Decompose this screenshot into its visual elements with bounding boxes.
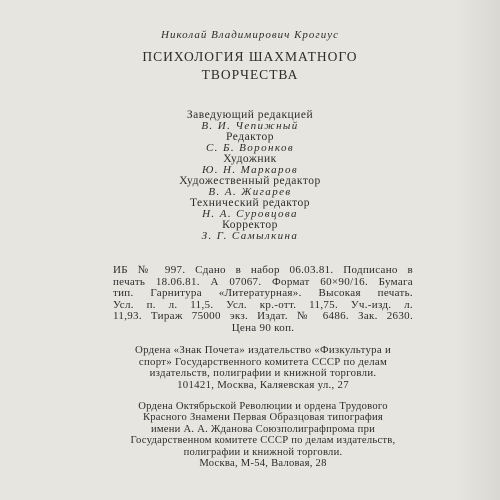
title-line-2: ТВОРЧЕСТВА: [201, 67, 299, 82]
page-edge-shadow: [455, 0, 500, 500]
printer-address: Москва, М-54, Валовая, 28: [199, 458, 327, 470]
publisher-line: Ордена «Знак Почета» издательство «Физкультура и: [134, 344, 392, 356]
publisher-address: 101421, Москва, Каляевская ул., 27: [177, 378, 349, 391]
credit-artist: [0, 154, 500, 176]
credit-editor: [0, 132, 500, 154]
credit-name: Ю. Н. Маркаров: [201, 164, 299, 176]
publisher-line: спорт» Государственного комитета СССР по делам: [138, 355, 388, 368]
printer-line: имени А. А. Жданова Союзполиграфпрома при: [150, 423, 376, 435]
printer-line: Красного Знамени Первая Образцовая типография: [142, 412, 384, 424]
imprint-line: 11,93. Тираж 75000 экз. Издат. № 6486. Зак. 2630.: [113, 310, 413, 323]
price: Цена 90 коп.: [231, 321, 295, 334]
credit-art-editor: [0, 176, 500, 198]
printer-line: Ордена Октябрьской Революции и ордена Трудового: [138, 401, 388, 412]
credit-proofreader: [0, 220, 500, 242]
title-line-1: ПСИХОЛОГИЯ ШАХМАТНОГО: [142, 49, 358, 64]
credit-role: Художественный редактор: [179, 175, 321, 187]
credit-name: В. А. Жигарев: [208, 186, 292, 198]
credit-role: Художник: [223, 153, 277, 165]
imprint-line: печать 18.06.81. А 07067. Формат 60×90/16. Бумага: [113, 275, 413, 288]
imprint-line: тип. Гарнитура «Литературная». Высокая печать.: [113, 287, 413, 300]
credit-editor-in-chief: [0, 110, 500, 132]
credit-name: Н. А. Суровцова: [202, 208, 298, 220]
imprint-line: ИБ № 997. Сдано в набор 06.03.81. Подписано в: [113, 264, 413, 276]
credit-technical-editor: [0, 198, 500, 220]
credit-role: Технический редактор: [189, 197, 311, 209]
author-name: Николай Владимирович Крогиус: [161, 29, 339, 41]
credit-name: С. Б. Воронков: [205, 142, 295, 154]
credit-name: В. И. Чепижный: [201, 120, 299, 132]
printer-line: полиграфии и книжной торговли.: [183, 446, 343, 458]
book-title: [0, 48, 500, 84]
printer-block: [113, 401, 413, 469]
credit-name: З. Г. Самылкина: [201, 230, 299, 242]
imprint-line: Усл. п. л. 11,5. Усл. кр.-отт. 11,75. Уч.-изд. л.: [113, 298, 413, 311]
publisher-block: [113, 345, 413, 391]
printer-line: Государственном комитете СССР по делам издательств,: [130, 435, 396, 447]
publisher-line: издательств, полиграфии и книжной торговли.: [149, 367, 377, 380]
credit-role: Редактор: [226, 131, 274, 143]
credit-role: Корректор: [222, 219, 278, 231]
credit-role: Заведующий редакцией: [186, 109, 314, 121]
credits-list: [0, 110, 500, 242]
imprint-block: [113, 265, 413, 335]
